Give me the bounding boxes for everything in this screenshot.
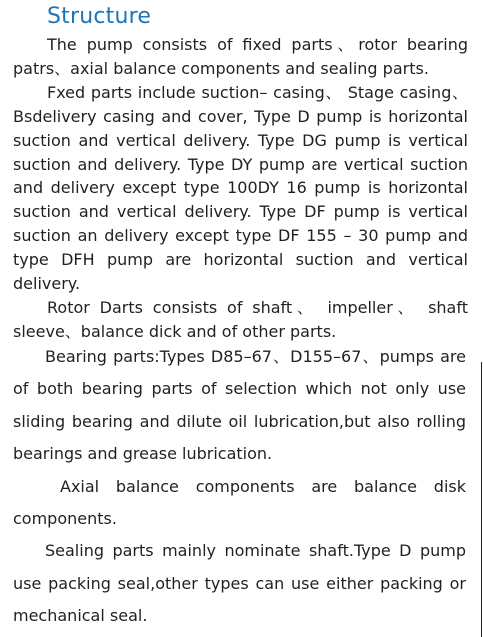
paragraph-fixed-parts: Fxed parts include suction– casing、 Stage casing、Bsdelivery casing and cover, Type D pump is horizontal suction and vertical delivery. Type DG pump is vertical suction and delivery. Type DY pump are vertical suction and delivery except type 100DY 16 pump is horizontal suction and vertical delivery. Type DF pump is vertical suction an delivery except type DF 155 – 30 pump and type DFH pump are horizontal suction and vertical delivery. bbox=[13, 82, 468, 294]
section-title: Structure bbox=[47, 4, 152, 29]
right-edge-divider bbox=[481, 362, 482, 637]
paragraph-overview: The pump consists of fixed parts、rotor bearing patrs、axial balance components and sealing parts. bbox=[13, 35, 468, 78]
upper-text-block bbox=[13, 33, 468, 344]
lower-text-block bbox=[13, 341, 466, 633]
paragraph-sealing-parts: Sealing parts mainly nominate shaft.Type D pump use packing seal,other types can use either packing or mechanical seal. bbox=[13, 541, 466, 626]
paragraph-bearing-parts: Bearing parts:Types D85–67、D155–67、pumps are of both bearing parts of selection which not only use sliding bearing and dilute oil lubrication,but also rolling bearings and grease lubrication. bbox=[13, 347, 466, 464]
paragraph-axial-balance: Axial balance components are balance disk components. bbox=[13, 476, 466, 529]
paragraph-rotor-parts: Rotor Darts consists of shaft、 impeller、 shaft sleeve、balance dick and of other parts. bbox=[13, 297, 468, 341]
